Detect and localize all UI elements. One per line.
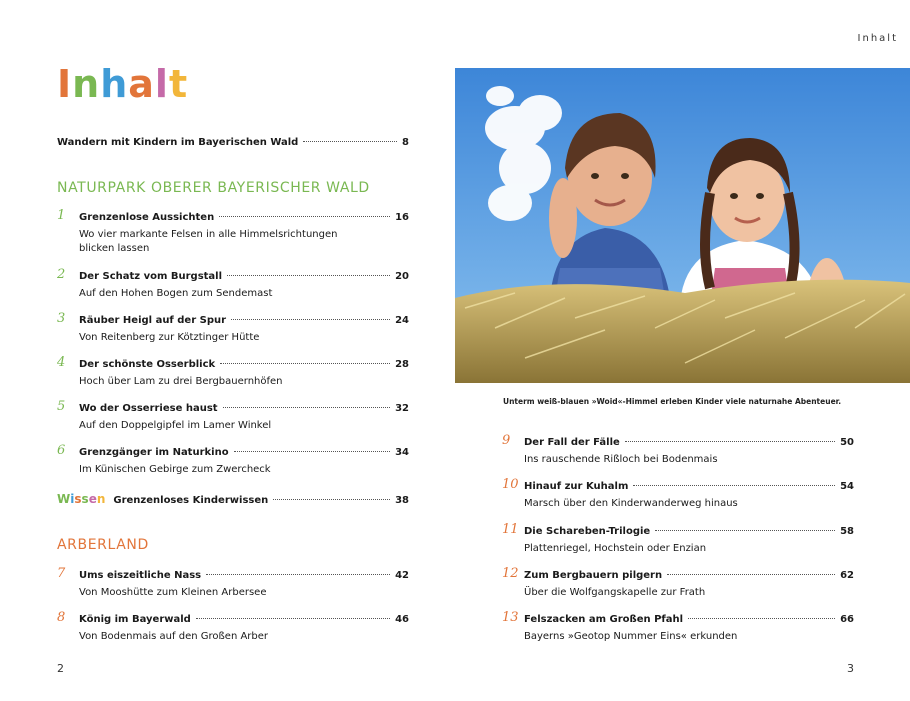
leader-dots: [231, 319, 390, 320]
wissen-letter: s: [74, 492, 82, 506]
leader-dots: [273, 499, 390, 500]
toc-entry-subtitle: Im Künischen Gebirge zum Zwercheck: [79, 464, 271, 475]
toc-entry-subtitle: Über die Wolfgangskapelle zur Frath: [524, 587, 706, 598]
toc-entry-subtitle: Von Mooshütte zum Kleinen Arbersee: [79, 587, 267, 598]
toc-entry-page: 46: [395, 614, 409, 625]
tour-number: 6: [57, 443, 66, 458]
leader-dots: [196, 618, 390, 619]
photo-children-hay: [455, 68, 910, 383]
leader-dots: [667, 574, 835, 575]
photo-caption: Unterm weiß-blauen »Woid«-Himmel erleben Kinder viele naturnahe Abenteuer.: [503, 397, 842, 406]
toc-entry-page: 54: [840, 481, 854, 492]
leader-dots: [633, 485, 835, 486]
toc-entry-11[interactable]: [502, 522, 854, 556]
toc-entry-subtitle: Auf den Doppelgipfel im Lamer Winkel: [79, 420, 272, 431]
wissen-letter: n: [96, 492, 106, 506]
toc-entry-subtitle: Von Reitenberg zur Kötztinger Hütte: [79, 332, 260, 343]
toc-entry-page: 32: [395, 403, 409, 414]
toc-entry-title: Wo der Osserriese haust: [79, 403, 218, 414]
toc-entry-title: Räuber Heigl auf der Spur: [79, 315, 227, 326]
toc-entry-subtitle: Ins rauschende Rißloch bei Bodenmais: [524, 454, 718, 465]
toc-entry-title: Zum Bergbauern pilgern: [524, 570, 663, 581]
toc-entry-title: Hinauf zur Kuhalm: [524, 481, 629, 492]
toc-entry-13[interactable]: [502, 610, 854, 644]
toc-entry-title: Grenzgänger im Naturkino: [79, 447, 229, 458]
wissen-letter: e: [88, 492, 97, 506]
toc-entry-title: König im Bayerwald: [79, 614, 191, 625]
leader-dots: [303, 141, 397, 142]
tour-number: 13: [502, 610, 519, 625]
wissen-label: [57, 492, 105, 506]
toc-entry-2[interactable]: [57, 267, 409, 301]
title-letter: t: [168, 62, 189, 106]
toc-entry-8[interactable]: [57, 610, 409, 644]
toc-entry-subtitle: Bayerns »Geotop Nummer Eins« erkunden: [524, 631, 738, 642]
wissen-letter: i: [70, 492, 75, 506]
section-heading-naturpark: NATURPARK OBERER BAYERISCHER WALD: [57, 180, 370, 196]
toc-entry-page: 62: [840, 570, 854, 581]
tour-number: 4: [57, 355, 66, 370]
toc-entry-page: 24: [395, 315, 409, 326]
leader-dots: [688, 618, 835, 619]
toc-entry-title: Der Fall der Fälle: [524, 437, 620, 448]
title-letter: a: [128, 62, 155, 106]
toc-entry-10[interactable]: [502, 477, 854, 511]
tour-number: 1: [57, 208, 66, 223]
leader-dots: [234, 451, 390, 452]
page-number-left: 2: [57, 662, 64, 675]
toc-entry-page: 50: [840, 437, 854, 448]
toc-entry-page: 38: [395, 495, 409, 506]
toc-entry-9[interactable]: [502, 433, 854, 467]
toc-entry-6[interactable]: [57, 443, 409, 477]
leader-dots: [220, 363, 390, 364]
page-title: [57, 62, 188, 106]
toc-entry-subtitle: Marsch über den Kinderwanderweg hinaus: [524, 498, 738, 509]
leader-dots: [227, 275, 390, 276]
toc-intro-entry[interactable]: [57, 137, 409, 148]
tour-number: 7: [57, 566, 66, 581]
title-letter: n: [72, 62, 101, 106]
toc-entry-page: 66: [840, 614, 854, 625]
wissen-letter: W: [57, 492, 71, 506]
leader-dots: [206, 574, 390, 575]
title-letter: h: [100, 62, 129, 106]
toc-entry-title: Grenzenloses Kinderwissen: [113, 495, 269, 506]
photo-illustration: [455, 68, 910, 383]
toc-entry-title: Ums eiszeitliche Nass: [79, 570, 202, 581]
toc-entry-1[interactable]: [57, 208, 409, 256]
title-letter: I: [57, 62, 73, 106]
leader-dots: [625, 441, 835, 442]
toc-entry-subtitle: Von Bodenmais auf den Großen Arber: [79, 631, 269, 642]
toc-entry-title: Felszacken am Großen Pfahl: [524, 614, 684, 625]
toc-wissen-entry[interactable]: [57, 492, 409, 506]
toc-entry-subtitle: Wo vier markante Felsen in alle Himmelsrichtungen blicken lassen: [79, 229, 338, 254]
tour-number: 2: [57, 267, 66, 282]
toc-entry-title: Grenzenlose Aussichten: [79, 212, 215, 223]
toc-intro-title: Wandern mit Kindern im Bayerischen Wald: [57, 137, 299, 148]
section-heading-arberland: ARBERLAND: [57, 537, 149, 553]
toc-entry-page: 20: [395, 271, 409, 282]
tour-number: 8: [57, 610, 66, 625]
leader-dots: [655, 530, 835, 531]
toc-entry-page: 58: [840, 526, 854, 537]
tour-number: 9: [502, 433, 511, 448]
page-number-right: 3: [847, 662, 854, 675]
toc-entry-title: Der Schatz vom Burgstall: [79, 271, 223, 282]
leader-dots: [223, 407, 391, 408]
wissen-letter: s: [81, 492, 89, 506]
toc-entry-page: 42: [395, 570, 409, 581]
toc-entry-page: 28: [395, 359, 409, 370]
toc-entry-5[interactable]: [57, 399, 409, 433]
toc-entry-subtitle: Plattenriegel, Hochstein oder Enzian: [524, 543, 707, 554]
title-letter: l: [154, 62, 169, 106]
toc-entry-page: 16: [395, 212, 409, 223]
toc-entry-3[interactable]: [57, 311, 409, 345]
tour-number: 11: [502, 522, 519, 537]
leader-dots: [219, 216, 390, 217]
toc-entry-page: 34: [395, 447, 409, 458]
tour-number: 12: [502, 566, 519, 581]
running-header: Inhalt: [857, 33, 898, 44]
toc-entry-subtitle: Hoch über Lam zu drei Bergbauernhöfen: [79, 376, 283, 387]
toc-entry-4[interactable]: [57, 355, 409, 389]
toc-entry-subtitle: Auf den Hohen Bogen zum Sendemast: [79, 288, 273, 299]
tour-number: 3: [57, 311, 66, 326]
tour-number: 5: [57, 399, 66, 414]
toc-entry-title: Die Schareben-Trilogie: [524, 526, 651, 537]
toc-entry-12[interactable]: [502, 566, 854, 600]
toc-entry-title: Der schönste Osserblick: [79, 359, 216, 370]
tour-number: 10: [502, 477, 519, 492]
toc-intro-page: 8: [402, 137, 409, 148]
toc-entry-7[interactable]: [57, 566, 409, 600]
